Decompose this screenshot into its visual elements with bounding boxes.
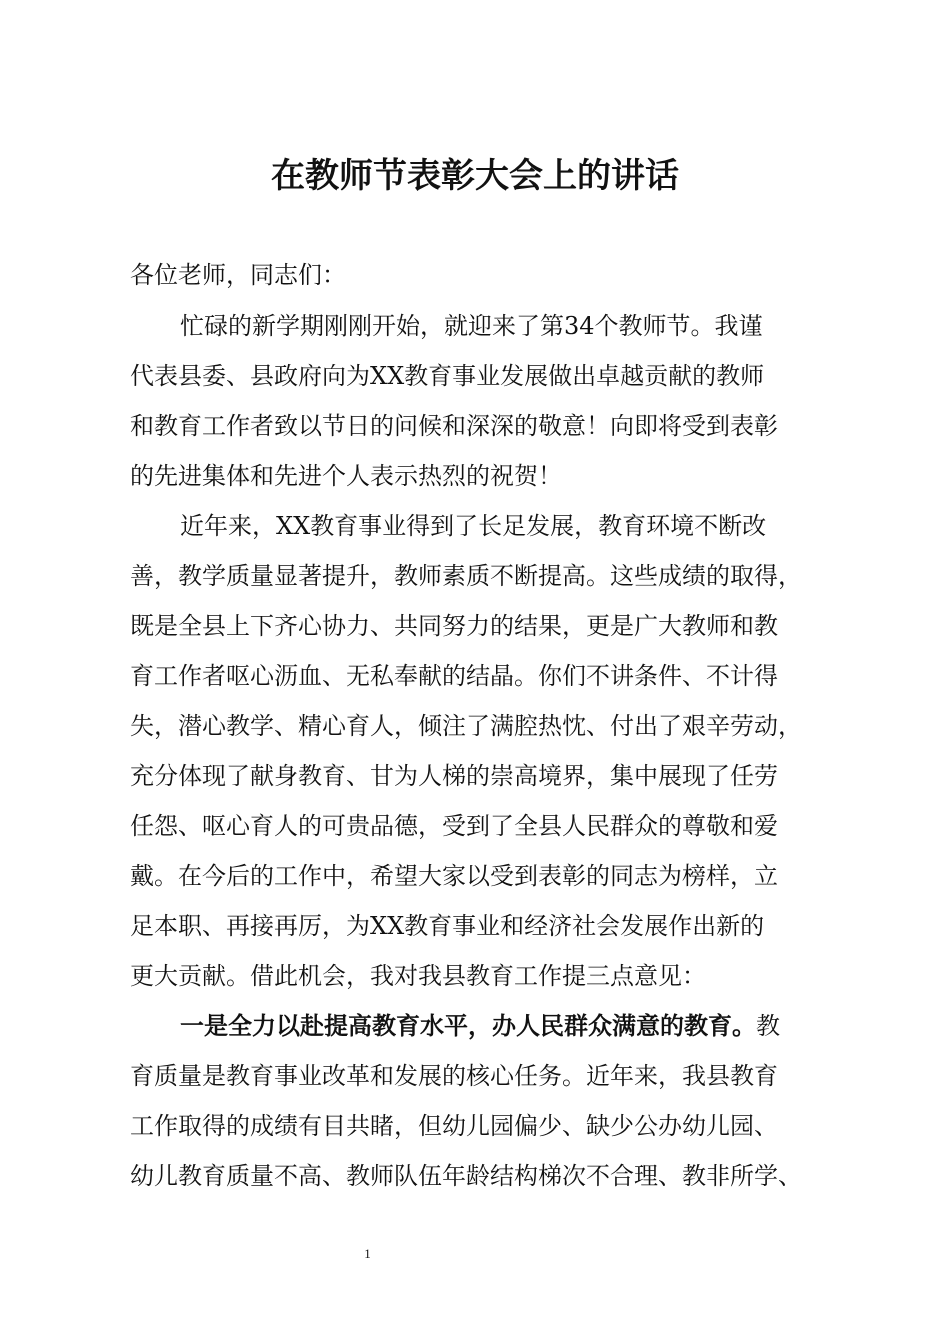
paragraph-line: 代表县委、县政府向为XX教育事业发展做出卓越贡献的教师	[130, 362, 765, 390]
section-heading: 一是全力以赴提高教育水平，办人民群众满意的教育。	[180, 1011, 756, 1040]
paragraph-line: 足本职、再接再厉，为XX教育事业和经济社会发展作出新的	[130, 912, 765, 940]
paragraph-line: 育质量是教育事业改革和发展的核心任务。近年来，我县教育	[130, 1062, 778, 1090]
paragraph-line: 近年来，XX教育事业得到了长足发展，教育环境不断改	[180, 512, 767, 540]
paragraph-line: 幼儿教育质量不高、教师队伍年龄结构梯次不合理、教非所学、	[130, 1162, 802, 1190]
paragraph-text: 教	[756, 1012, 780, 1040]
paragraph-line	[180, 1011, 780, 1041]
paragraph-line: 工作取得的成绩有目共睹，但幼儿园偏少、缺少公办幼儿园、	[130, 1112, 778, 1140]
paragraph-line: 育工作者呕心沥血、无私奉献的结晶。你们不讲条件、不计得	[130, 662, 778, 690]
paragraph-line: 失，潜心教学、精心育人，倾注了满腔热忱、付出了艰辛劳动，	[130, 712, 802, 740]
paragraph-line: 忙碌的新学期刚刚开始，就迎来了第34个教师节。我谨	[180, 312, 763, 340]
salutation: 各位老师，同志们：	[130, 261, 346, 289]
paragraph-line: 既是全县上下齐心协力、共同努力的结果，更是广大教师和教	[130, 612, 778, 640]
paragraph-line: 更大贡献。借此机会，我对我县教育工作提三点意见：	[130, 962, 706, 990]
paragraph-line: 和教育工作者致以节日的问候和深深的敬意！向即将受到表彰	[130, 412, 778, 440]
paragraph-line: 善，教学质量显著提升，教师素质不断提高。这些成绩的取得，	[130, 562, 802, 590]
paragraph-line: 任怨、呕心育人的可贵品德，受到了全县人民群众的尊敬和爱	[130, 812, 778, 840]
page-number: 1	[364, 1246, 371, 1261]
paragraph-line: 戴。在今后的工作中，希望大家以受到表彰的同志为榜样，立	[130, 862, 778, 890]
document-title: 在教师节表彰大会上的讲话	[271, 156, 679, 196]
paragraph-line: 的先进集体和先进个人表示热烈的祝贺！	[130, 462, 562, 490]
paragraph-line: 充分体现了献身教育、甘为人梯的崇高境界，集中展现了任劳	[130, 762, 778, 790]
